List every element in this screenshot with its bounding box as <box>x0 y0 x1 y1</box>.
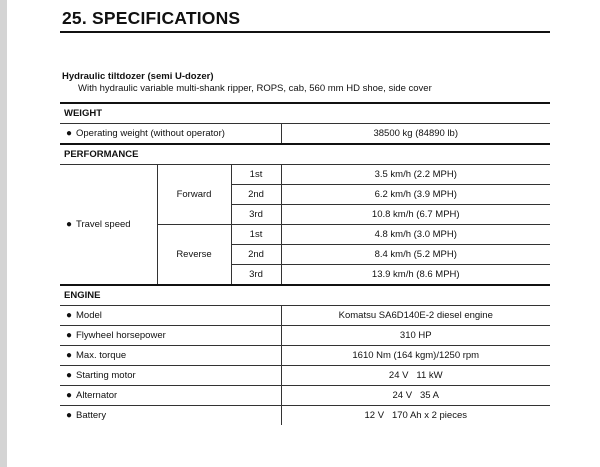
spec-label-cell <box>60 366 281 386</box>
gear-label: 3rd <box>231 205 281 225</box>
weight-heading: WEIGHT <box>60 103 550 124</box>
spec-label: Alternator <box>76 390 118 401</box>
bullet-icon: ● <box>66 219 73 230</box>
bullet-icon: ● <box>66 330 73 341</box>
spec-label-cell <box>60 306 281 326</box>
gear-label: 2nd <box>231 245 281 265</box>
page-title: 25. SPECIFICATIONS <box>62 8 241 28</box>
bullet-icon: ● <box>66 390 73 401</box>
title-underline <box>60 31 550 33</box>
forward-label: Forward <box>157 165 231 225</box>
engine-heading: ENGINE <box>60 285 550 306</box>
spec-label-cell <box>60 386 281 406</box>
forward-1st-row <box>60 165 550 185</box>
reverse-label: Reverse <box>157 225 231 286</box>
bullet-icon: ● <box>66 370 73 381</box>
weight-section-row <box>60 103 550 124</box>
speed-value: 6.2 km/h (3.9 MPH) <box>281 185 550 205</box>
bullet-icon: ● <box>66 128 73 139</box>
spec-label: Battery <box>76 410 107 421</box>
spec-value: Komatsu SA6D140E-2 diesel engine <box>281 306 550 326</box>
spec-value: 1610 Nm (164 kgm)/1250 rpm <box>281 346 550 366</box>
operating-weight-value: 38500 kg (84890 lb) <box>281 124 550 145</box>
bullet-icon: ● <box>66 350 73 361</box>
bullet-icon: ● <box>66 310 73 321</box>
speed-value: 10.8 km/h (6.7 MPH) <box>281 205 550 225</box>
machine-subtitle: Hydraulic tiltdozer (semi U-dozer) <box>62 71 214 82</box>
spec-value: 24 V 35 A <box>281 386 550 406</box>
gear-label: 2nd <box>231 185 281 205</box>
spec-value: 24 V 11 kW <box>281 366 550 386</box>
performance-heading: PERFORMANCE <box>60 144 550 165</box>
travel-speed-label-cell <box>60 165 157 286</box>
spec-label: Starting motor <box>76 370 136 381</box>
engine-section-row <box>60 285 550 306</box>
spec-label: Flywheel horsepower <box>76 330 166 341</box>
flywheel-horsepower-row <box>60 326 550 346</box>
spec-value: 12 V 170 Ah x 2 pieces <box>281 406 550 426</box>
spec-label-cell <box>60 346 281 366</box>
speed-value: 8.4 km/h (5.2 MPH) <box>281 245 550 265</box>
gear-label: 1st <box>231 165 281 185</box>
spec-value: 310 HP <box>281 326 550 346</box>
operating-weight-label-cell <box>60 124 281 145</box>
bullet-icon: ● <box>66 410 73 421</box>
performance-section-row <box>60 144 550 165</box>
page-edge-shadow <box>0 0 7 467</box>
alternator-row <box>60 386 550 406</box>
starting-motor-row <box>60 366 550 386</box>
speed-value: 13.9 km/h (8.6 MPH) <box>281 265 550 286</box>
engine-model-row <box>60 306 550 326</box>
battery-row <box>60 406 550 426</box>
gear-label: 1st <box>231 225 281 245</box>
specifications-table <box>60 102 550 425</box>
operating-weight-label: Operating weight (without operator) <box>76 128 225 139</box>
gear-label: 3rd <box>231 265 281 286</box>
speed-value: 3.5 km/h (2.2 MPH) <box>281 165 550 185</box>
spec-label: Max. torque <box>76 350 127 361</box>
operating-weight-row <box>60 124 550 145</box>
travel-speed-label: Travel speed <box>76 219 131 230</box>
speed-value: 4.8 km/h (3.0 MPH) <box>281 225 550 245</box>
machine-description: With hydraulic variable multi-shank ripper, ROPS, cab, 560 mm HD shoe, side cover <box>78 83 432 94</box>
max-torque-row <box>60 346 550 366</box>
spec-label-cell <box>60 326 281 346</box>
spec-label-cell <box>60 406 281 426</box>
spec-label: Model <box>76 310 102 321</box>
